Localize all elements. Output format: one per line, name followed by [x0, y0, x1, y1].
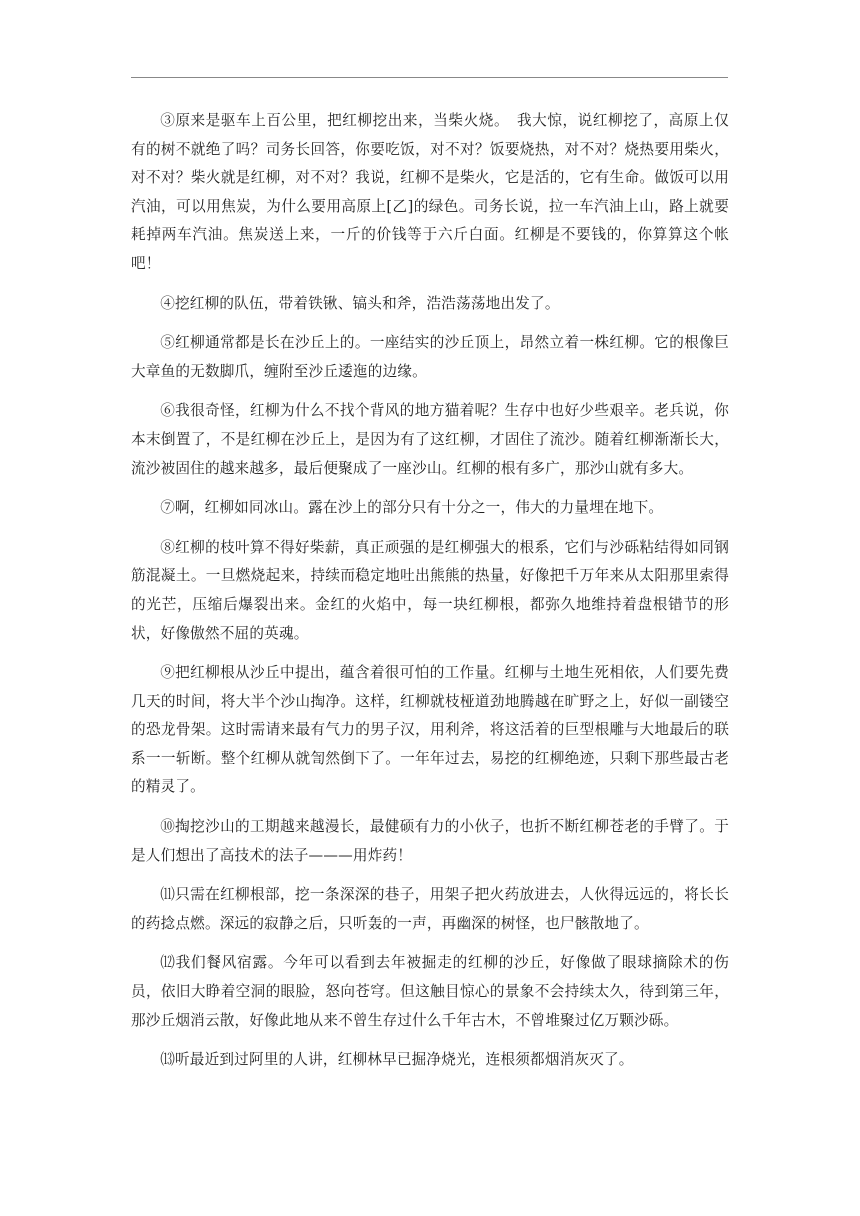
paragraph-5: ⑤红柳通常都是长在沙丘上的。一座结实的沙丘顶上，昂然立着一株红柳。它的根像巨大章鱼的无数脚爪，缠附至沙丘逶迤的边缘。: [131, 334, 729, 380]
paragraph-10: ⑩掏挖沙山的工期越来越漫长，最健硕有力的小伙子，也折不断红柳苍老的手臂了。于是人们想出了高技术的法子———用炸药！: [131, 818, 729, 864]
paragraph-9: ⑨把红柳根从沙丘中提出，蕴含着很可怕的工作量。红柳与土地生死相依，人们要先费几天的时间，将大半个沙山掏净。这样，红柳就枝桠道劲地腾越在旷野之上，好似一副镂空的恐龙骨架。这时需请来最有气力的男子汉，用利斧，将这活着的巨型根雕与大地最后的联系一一斩断。整个红柳从就訇然倒下了。一年年过去，易挖的红柳绝迹，只剩下那些最古老的精灵了。: [131, 664, 729, 796]
paragraph-4: ④挖红柳的队伍，带着铁锹、镐头和斧，浩浩荡荡地出发了。: [160, 294, 560, 312]
paragraph-7: ⑦啊，红柳如同冰山。露在沙上的部分只有十分之一，伟大的力量埋在地下。: [160, 499, 664, 517]
header-divider: [131, 77, 728, 78]
paragraph-13: ⒀听最近到过阿里的人讲，红柳林早已掘净烧光，连根须都烟消灰灭了。: [160, 1051, 634, 1069]
paragraph-3: ③原来是驱车上百公里，把红柳挖出来，当柴火烧。 我大惊，说红柳挖了，高原上仅有的树不就绝了吗？司务长回答，你要吃饭，对不对？饭要烧热，对不对？烧热要用柴火，对不对？柴火就是红柳，对不对？我说，红柳不是柴火，它是活的，它有生命。做饭可以用汽油，可以用焦炭，为什么要用高原上[乙]的绿色。司务长说，拉一车汽油上山，路上就要耗掉两车汽油。焦炭送上来，一斤的价钱等于六斤白面。红柳是不要钱的，你算算这个帐吧！: [131, 112, 729, 272]
paragraph-12: ⑿我们餐风宿露。今年可以看到去年被掘走的红柳的沙丘，好像做了眼球摘除术的伤员，依旧大睁着空洞的眼脸，怒向苍穹。但这触目惊心的景象不会持续太久，待到第三年，那沙丘烟消云散，好像此地从来不曾生存过什么千年古木，不曾堆聚过亿万颗沙砾。: [131, 954, 729, 1029]
paragraph-6: ⑥我很奇怪，红柳为什么不找个背风的地方猫着呢？生存中也好少些艰辛。老兵说，你本末倒置了，不是红柳在沙丘上，是因为有了这红柳，才固住了流沙。随着红柳渐渐长大，流沙被固住的越来越多，最后便聚成了一座沙山。红柳的根有多广，那沙山就有多大。: [131, 402, 729, 477]
article-body: [131, 107, 729, 1086]
paragraph-8: ⑧红柳的枝叶算不得好柴薪，真正顽强的是红柳强大的根系，它们与沙砾粘结得如同钢筋混凝土。一旦燃烧起来，持续而稳定地吐出熊熊的热量，好像把千万年来从太阳那里索得的光芒，压缩后爆裂出来。金红的火焰中，每一块红柳根，都弥久地维持着盘根错节的形状，好像傲然不屈的英魂。: [131, 538, 729, 642]
paragraph-11: ⑾只需在红柳根部，挖一条深深的巷子，用架子把火药放进去，人伙得远远的，将长长的药捻点燃。深远的寂静之后，只听轰的一声，再幽深的树怪，也尸骸散地了。: [131, 886, 729, 932]
